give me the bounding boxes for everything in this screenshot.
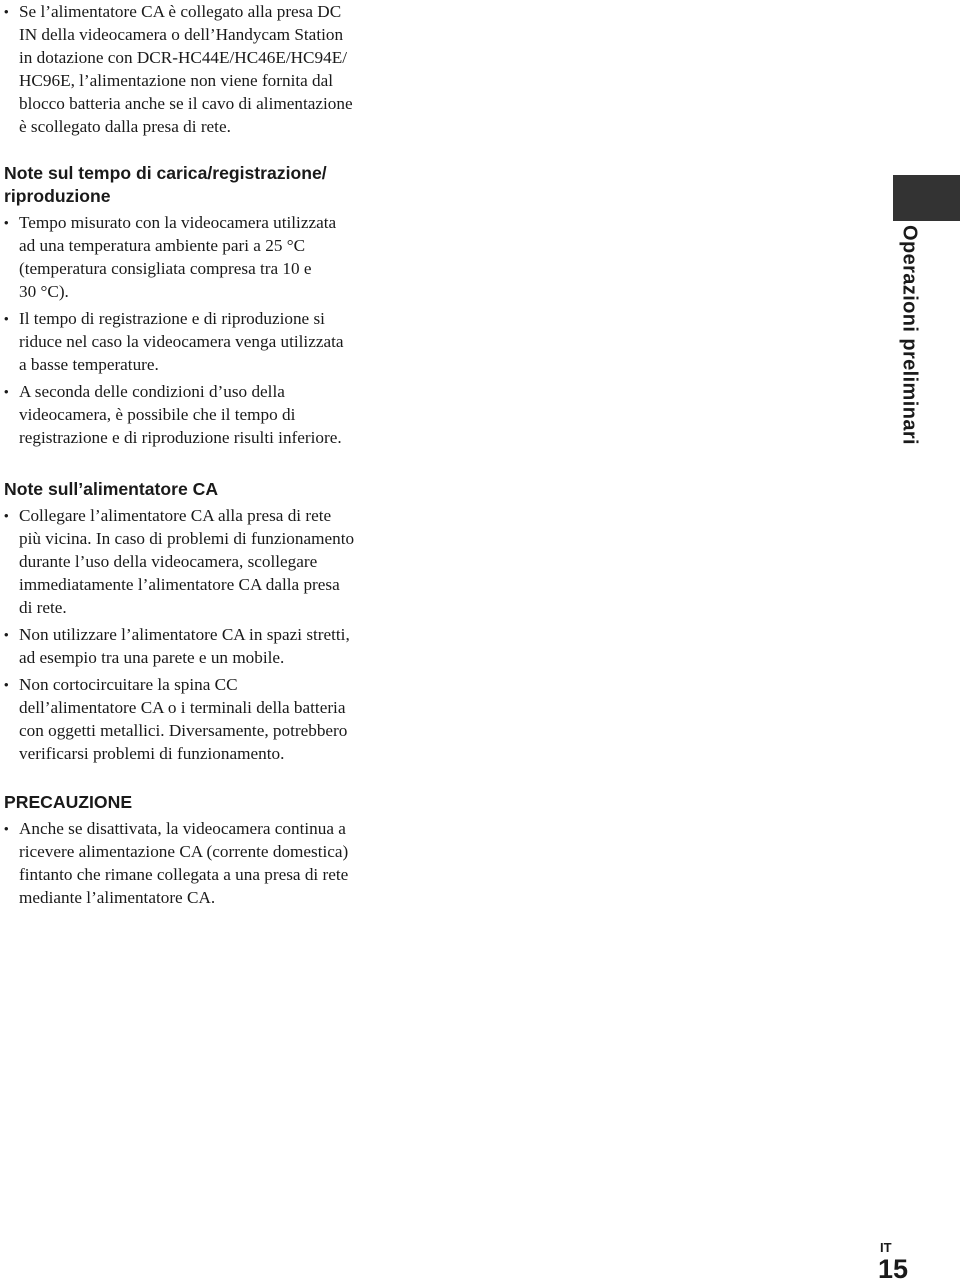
list-item [4, 307, 424, 376]
text-line: con oggetti metallici. Diversamente, potrebbero [19, 721, 348, 740]
charge-notes-list [4, 211, 424, 449]
bullet-icon: • [4, 384, 9, 399]
text-line: in dotazione con DCR-HC44E/HC46E/HC94E/ [19, 48, 347, 67]
sidebar-section-label: Operazioni preliminari [898, 225, 921, 445]
text-line: fintanto che rimane collegata a una presa di rete [19, 865, 349, 884]
language-code: IT [880, 1240, 892, 1255]
text-line: di rete. [19, 598, 67, 617]
precaution-list [4, 817, 424, 909]
section-ac-adaptor [4, 478, 424, 769]
text-line: Tempo misurato con la videocamera utilizzata [19, 213, 337, 232]
list-item [4, 504, 424, 619]
text-line: mediante l’alimentatore CA. [19, 888, 216, 907]
section-heading [4, 478, 424, 501]
section-tab-marker [893, 175, 960, 221]
intro-list [4, 0, 424, 138]
text-line: dell’alimentatore CA o i terminali della batteria [19, 698, 346, 717]
intro-block [4, 0, 424, 142]
list-item [4, 380, 424, 449]
text-line: immediatamente l’alimentatore CA dalla presa [19, 575, 340, 594]
bullet-icon: • [4, 627, 9, 642]
bullet-icon: • [4, 311, 9, 326]
text-line: Se l’alimentatore CA è collegato alla presa DC [19, 2, 342, 21]
page-number: 15 [878, 1254, 909, 1284]
text-line: verificarsi problemi di funzionamento. [19, 744, 285, 763]
text-line: è scollegato dalla presa di rete. [19, 117, 231, 136]
bullet-icon: • [4, 215, 9, 230]
text-line: riproduzione [4, 186, 111, 206]
text-line: Anche se disattivata, la videocamera continua a [19, 819, 346, 838]
list-item [4, 673, 424, 765]
section-precaution [4, 791, 424, 913]
text-line: 30 °C). [19, 282, 69, 301]
section-heading [4, 791, 424, 814]
text-line: videocamera, è possibile che il tempo di [19, 405, 296, 424]
text-line: durante l’uso della videocamera, scollegare [19, 552, 318, 571]
text-line: a basse temperature. [19, 355, 159, 374]
text-line: HC96E, l’alimentazione non viene fornita dal [19, 71, 334, 90]
text-line: blocco batteria anche se il cavo di alimentazione [19, 94, 353, 113]
adaptor-notes-list [4, 504, 424, 765]
list-item [4, 623, 424, 669]
text-line: Non cortocircuitare la spina CC [19, 675, 238, 694]
section-heading [4, 162, 424, 208]
list-item [4, 0, 424, 138]
text-line: registrazione e di riproduzione risulti inferiore. [19, 428, 342, 447]
text-line: più vicina. In caso di problemi di funzionamento [19, 529, 355, 548]
text-line: Note sul tempo di carica/registrazione/ [4, 163, 327, 183]
bullet-icon: • [4, 508, 9, 523]
bullet-icon: • [4, 4, 9, 19]
text-line: PRECAUZIONE [4, 792, 133, 812]
list-item [4, 817, 424, 909]
section-charge-times [4, 162, 424, 453]
bullet-icon: • [4, 821, 9, 836]
text-line: riduce nel caso la videocamera venga utilizzata [19, 332, 344, 351]
text-line: IN della videocamera o dell’Handycam Station [19, 25, 344, 44]
text-line: (temperatura consigliata compresa tra 10 e [19, 259, 312, 278]
text-line: ad una temperatura ambiente pari a 25 °C [19, 236, 306, 255]
list-item [4, 211, 424, 303]
text-line: ad esempio tra una parete e un mobile. [19, 648, 285, 667]
text-line: Note sull’alimentatore CA [4, 479, 219, 499]
text-line: A seconda delle condizioni d’uso della [19, 382, 285, 401]
text-line: Collegare l’alimentatore CA alla presa di rete [19, 506, 332, 525]
bullet-icon: • [4, 677, 9, 692]
text-line: ricevere alimentazione CA (corrente domestica) [19, 842, 349, 861]
text-line: Non utilizzare l’alimentatore CA in spazi stretti, [19, 625, 350, 644]
text-line: Il tempo di registrazione e di riproduzione si [19, 309, 325, 328]
